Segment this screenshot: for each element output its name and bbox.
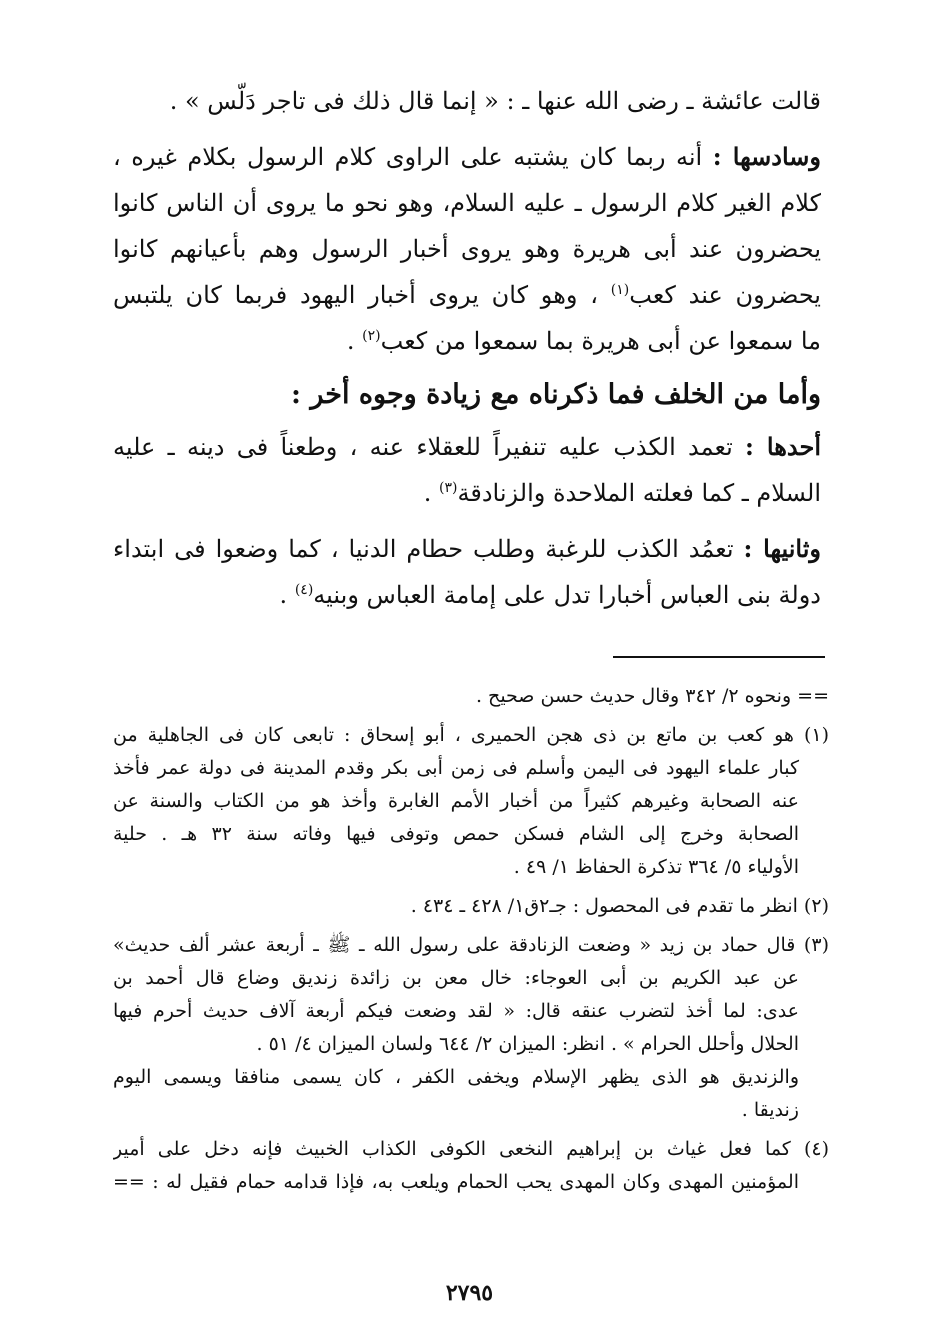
footnote-ref-4[interactable]: (٤) [294, 582, 314, 598]
para-sixth-text-1: أنه ربما كان يشتبه على الراوى كلام الرسول بكلام غيره ، [113, 143, 703, 171]
para-sixth-line-1 [113, 134, 821, 180]
footnote-1-line-5: الأولياء ٥/ ٣٦٤ تذكرة الحفاظ ١/ ٤٩ . [513, 856, 799, 878]
para-first-lead: أحدها : [745, 432, 821, 461]
footnote-1-line-4: الصحابة وخرج إلى الشام فسكن حمص وتوفى فيها وفاته سنة ٣٢ هـ . حلية [113, 823, 800, 845]
footnote-1-line-2: كبار علماء اليهود فى اليمن وأسلم فى زمن أبى بكر وقدم المدينة فى دولة عمر فأخذ [113, 757, 799, 779]
para-first-line-2 [113, 470, 821, 516]
footnote-3-line-3: عدى: لما أخذ لتضرب عنقه قال: « لقد وضعت فيكم أربعة آلاف حديث أحرم فيها [113, 1000, 799, 1022]
footnote-4-line-2: المؤمنين المهدى وكان المهدى يحب الحمام ويلعب به، فإذا قدامه حمام فقيل له : == [113, 1171, 799, 1193]
para-second-text-1: تعمُد الكذب للرغبة وطلب حطام الدنيا ، كما وضعوا فى ابتداء [113, 535, 734, 563]
para-sixth-text-4b: ، وهو كان يروى أخبار اليهود فربما كان يلتبس [113, 281, 598, 309]
footnote-2-line-1: (٢) انظر ما تقدم فى المحصول : جـ٢ق١/ ٤٢٨ ـ ٤٣٤ . [410, 895, 829, 917]
para-sixth-lead: وسادسها : [712, 142, 821, 171]
para-second-text-2b: . [279, 581, 288, 609]
footnote-4-line-1: (٤) كما فعل غياث بن إبراهيم النخعى الكوفى الكذاب الخبيث فإنه دخل على أمير [113, 1138, 829, 1160]
footnote-3-line-5: والزنديق هو الذى يظهر الإسلام ويخفى الكفر ، كان يسمى منافقا ويسمى اليوم [113, 1066, 799, 1088]
footnote-3-line-1: (٣) قال حماد بن زيد « وضعت الزنادقة على رسول الله ـ ﷺ ـ أربعة عشر ألف حديث» [113, 934, 829, 956]
para-sixth-line-5 [113, 318, 821, 364]
para-first-text-1: تعمد الكذب عليه تنفيراً للعقلاء عنه ، وطعناً فى دينه ـ عليه [113, 433, 733, 461]
page-number: ٢٧٩٥ [445, 1280, 494, 1306]
para-first-text-2b: . [423, 479, 432, 507]
para-sixth-line-2: كلام الغير كلام الرسول ـ عليه السلام، وهو نحو ما يروى أن الناس كانوا [113, 189, 821, 217]
footnote-ref-1[interactable]: (١) [610, 282, 630, 298]
para-sixth-line-3: يحضرون عند أبى هريرة وهو يروى أخبار الرسول وهم بأعيانهم كانوا [113, 235, 821, 263]
footnote-3-line-6: زنديقا . [741, 1099, 799, 1121]
footnote-1-line-3: عنه الصحابة وغيرهم كثيراً من أخبار الأمم الغابرة وأخذ هو من الكتاب والسنة عن [113, 790, 799, 812]
section-heading: وأما من الخلف فما ذكرناه مع زيادة وجوه أخر : [291, 379, 821, 410]
para-sixth-line-4 [113, 272, 821, 318]
footnote-1-line-1: (١) هو كعب بن ماتع بن ذى هجن الحميرى ، أبو إسحاق : تابعى كان فى الجاهلية من [113, 724, 829, 746]
main-text [113, 78, 821, 618]
para-second-line-1 [113, 526, 821, 572]
footnote-ref-3[interactable]: (٣) [439, 480, 458, 496]
para-sixth-text-4a: يحضرون عند كعب [629, 281, 821, 309]
footnotes [113, 680, 829, 1199]
footnote-ref-2[interactable]: (٢) [362, 328, 381, 344]
para-first-line-1 [113, 424, 821, 470]
footnote-3-line-2: عن عبد الكريم بن أبى العوجاء: خال معن بن زائدة زنديق وضاع قال أحمد بن [113, 967, 799, 989]
para-first-text-2a: السلام ـ كما فعلته الملاحدة والزنادقة [457, 479, 821, 507]
para-second-text-2a: دولة بنى العباس أخبارا تدل على إمامة العباس وبنيه [313, 581, 821, 609]
para-second-line-2 [113, 572, 821, 618]
text-line-aisha: قالت عائشة ـ رضى الله عنها ـ : « إنما قال ذلك فى تاجر دَلّس » . [169, 87, 821, 115]
footnote-3-line-4: الحلال وأحلل الحرام » . انظر: الميزان ٢/ ٦٤٤ ولسان الميزان ٤/ ٥١ . [256, 1033, 799, 1055]
para-second-lead: وثانيها : [743, 534, 821, 563]
footnote-carryover: == ونحوه ٢/ ٣٤٢ وقال حديث حسن صحيح . [475, 685, 829, 707]
footnote-separator [613, 656, 825, 658]
para-sixth-text-5b: . [346, 327, 355, 355]
para-sixth-text-5a: ما سمعوا عن أبى هريرة بما سمعوا من كعب [380, 327, 821, 355]
